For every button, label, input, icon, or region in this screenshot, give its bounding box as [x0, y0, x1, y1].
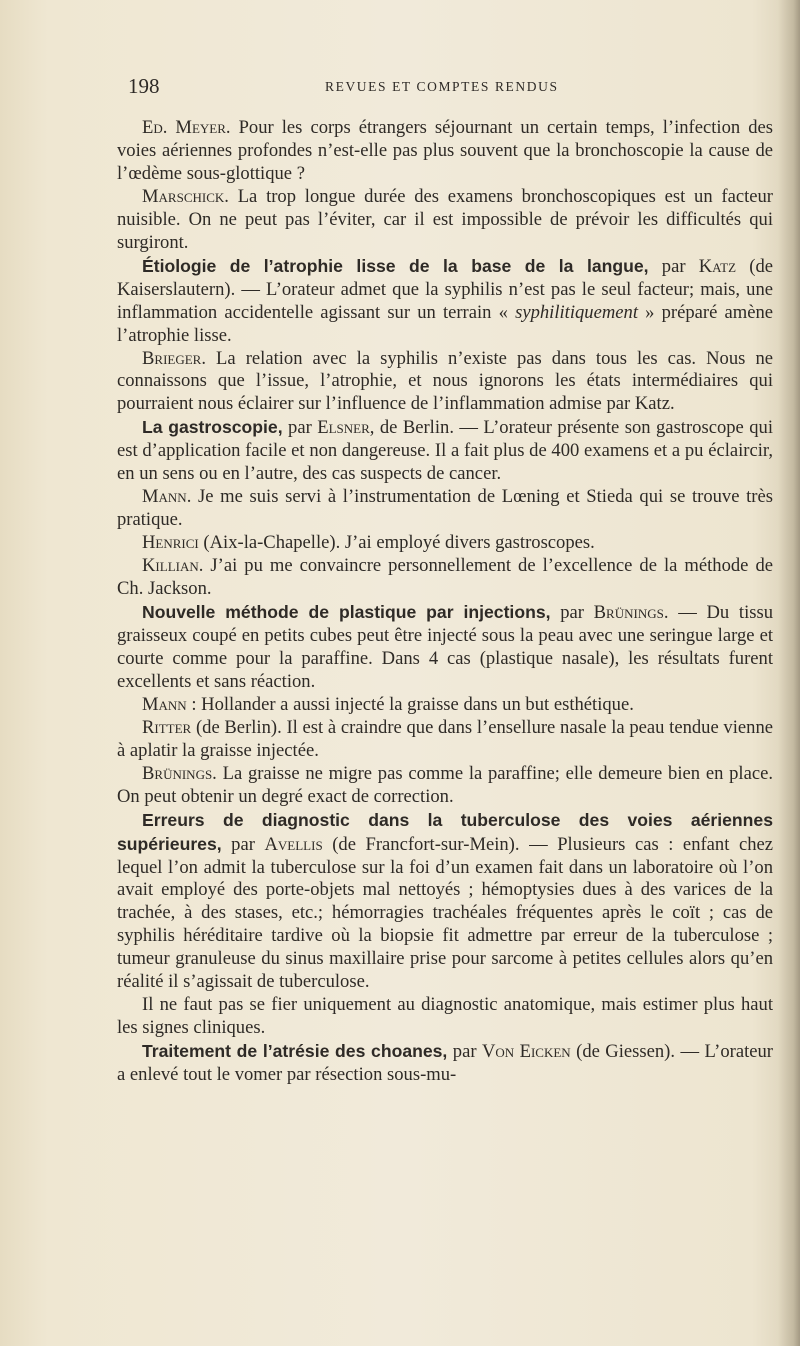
section-heading: Étiologie de l’atrophie lisse de la base de la langue,: [142, 255, 649, 276]
paragraph-text: (de Francfort-sur-Mein). — Plusieurs cas : enfant chez lequel l’on admit la tuberculose sur la foi d’un examen fait dans un laboratoire où l’on avait employé des porte-objets mal nettoyés ; hémoptysies dues à des varices de la trachée, à des stases, etc.; hémorragies trachéales fréquentes après le coït ; cas de syphilis héréditaire tardive où la biopsie fit admettre par erreur de la tuberculose ; tumeur granuleuse du sinus maxillaire prise pour sarcome à petites cellules alors qu’en réalité il s’agissait de tuberculose.: [117, 833, 773, 993]
section-heading: Traitement de l’atrésie des choanes,: [142, 1041, 448, 1062]
paragraph-text: La graisse ne migre pas comme la paraffine; elle demeure bien en place. On peut obtenir un degré exact de correction.: [117, 762, 773, 807]
speaker-name: Marschick.: [142, 185, 229, 207]
speaker-name: Mann: [142, 693, 187, 715]
by-word: par: [447, 1041, 482, 1063]
section-heading: Nouvelle méthode de plastique par injections,: [142, 602, 551, 623]
section-gastroscopie: [117, 416, 773, 486]
paragraph-ritter: [117, 717, 773, 763]
paragraph-text: : Hollander a aussi injecté la graisse dans un but esthétique.: [186, 693, 634, 715]
paragraph-mann-2: [117, 694, 773, 717]
speaker-name: Mann.: [142, 486, 192, 508]
paragraph-text-end: » préparé amène l’atrophie lisse.: [117, 301, 773, 346]
section-erreurs-diagnostic: [117, 809, 773, 995]
paragraph-text: (Aix-la-Chapelle). J’ai employé divers gastroscopes.: [198, 532, 595, 554]
author-name: Katz: [698, 255, 737, 277]
paragraph-text: Il ne faut pas se fier uniquement au diagnostic anatomique, mais estimer plus haut les signes cliniques.: [117, 994, 773, 1039]
paragraph-marschick: [117, 186, 773, 255]
italic-term: syphilitiquement: [515, 301, 638, 323]
paragraph-text: (de Kaiserslautern). — L’orateur admet que la syphilis n’est pas le seul facteur; mais, une inflammation accidentelle agissant sur un terrain «: [117, 255, 773, 323]
page-edge-shadow: [778, 0, 800, 1346]
by-word: par: [282, 417, 318, 439]
paragraph-text: J’ai pu me convaincre personnellement de l’excellence de la méthode de Ch. Jackson.: [117, 555, 773, 600]
by-word: par: [648, 255, 699, 277]
page-number: 198: [128, 74, 160, 98]
speaker-name: Killian.: [142, 555, 204, 577]
paragraph-text: La trop longue durée des examens bronchoscopiques est un facteur nuisible. On ne peut pas l’éviter, car il est impossible de prévoir les difficultés qui surgiront.: [117, 185, 773, 253]
author-name: Elsner: [317, 417, 370, 439]
paragraph-brieger: [117, 348, 773, 417]
paragraph-brunings: [117, 763, 773, 809]
author-name: Brünings: [593, 602, 664, 624]
speaker-name: Brünings.: [142, 762, 217, 784]
paragraph-text: La relation avec la syphilis n’existe pas dans tous les cas. Nous ne connaissons que l’issue, l’atrophie, et nous ignorons les états intermédiaires qui pourraient nous éclairer sur l’influence de l’inflammation admise par Katz.: [117, 347, 773, 415]
by-word: par: [550, 602, 594, 624]
author-name: Avellis: [264, 833, 323, 855]
section-heading: La gastroscopie,: [142, 417, 283, 438]
paragraph-text: (de Giessen). — L’orateur a enlevé tout le vomer par résection sous-mu-: [117, 1041, 773, 1086]
speaker-name: Ed. Meyer.: [142, 117, 231, 138]
section-atresie-choanes: [117, 1040, 773, 1087]
paragraph-meyer: [117, 117, 773, 186]
speaker-name: Henrici: [142, 532, 199, 554]
by-word: par: [221, 833, 265, 855]
paragraph-text: , de Berlin. — L’orateur présente son gastroscope qui est d’application facile et non dangereuse. Il a fait plus de 400 examens et a pu éclaircir, en un sens ou en l’autre, des cas suspects de cancer.: [117, 417, 773, 485]
paragraph-signes-cliniques: [117, 994, 773, 1040]
paragraph-text: . — Du tissu graisseux coupé en petits cubes peut être injecté sous la peau avec une seringue large et courte comme pour la paraffine. Dans 4 cas (plastique nasale), les résultats furent excellents et sans réaction.: [117, 602, 774, 692]
paragraph-text: Pour les corps étrangers séjournant un certain temps, l’infection des voies aériennes profondes n’est-elle pas plus souvent que la bronchoscopie la cause de l’œdème sous-glottique ?: [117, 117, 773, 184]
page-header: [128, 74, 773, 104]
paragraph-killian: [117, 555, 773, 601]
speaker-name: Brieger.: [142, 347, 206, 369]
running-head: REVUES ET COMPTES RENDUS: [325, 79, 559, 94]
section-plastique-injections: [117, 601, 773, 694]
speaker-name: Ritter: [142, 716, 192, 738]
paragraph-mann: [117, 486, 773, 532]
author-name: Von Eicken: [481, 1041, 571, 1063]
paragraph-text: (de Berlin). Il est à craindre que dans l’ensellure nasale la peau tendue vienne à aplatir la graisse injectée.: [117, 716, 773, 761]
section-atrophie-langue: [117, 255, 773, 348]
body-text: [117, 117, 773, 1087]
paragraph-henrici: [117, 532, 773, 555]
paragraph-text: Je me suis servi à l’instrumentation de Lœning et Stieda qui se trouve très pratique.: [117, 486, 773, 531]
section-heading: Erreurs de diagnostic dans la tuberculose des voies aériennes supérieures,: [117, 809, 773, 854]
